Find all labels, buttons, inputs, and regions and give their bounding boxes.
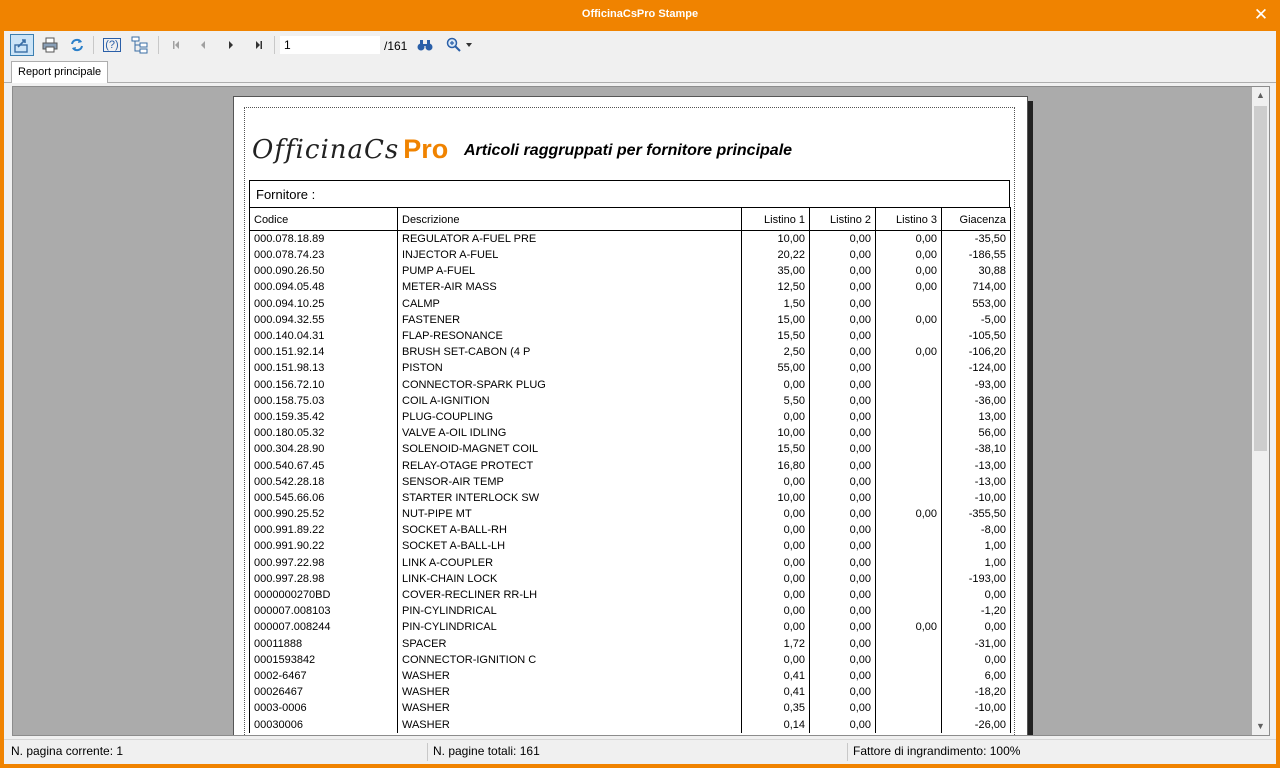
cell-listino-1: 0,00 — [742, 474, 810, 490]
cell-listino-3 — [876, 328, 942, 344]
cell-listino-2: 0,00 — [810, 555, 876, 571]
refresh-button[interactable] — [65, 34, 89, 56]
cell-listino-3 — [876, 490, 942, 506]
cell-giacenza: -35,50 — [942, 231, 1011, 248]
cell-listino-1: 1,72 — [742, 636, 810, 652]
cell-listino-1: 12,50 — [742, 279, 810, 295]
cell-listino-2: 0,00 — [810, 522, 876, 538]
cell-giacenza: 0,00 — [942, 652, 1011, 668]
cell-giacenza: -105,50 — [942, 328, 1011, 344]
cell-listino-1: 1,50 — [742, 296, 810, 312]
cell-giacenza: 30,88 — [942, 263, 1011, 279]
toolbar-separator — [274, 36, 275, 54]
cell-listino-2: 0,00 — [810, 296, 876, 312]
scroll-up-icon[interactable]: ▲ — [1256, 90, 1265, 100]
page-total-label: /161 — [384, 39, 408, 53]
table-row — [250, 279, 1011, 295]
column-header-codice: Codice — [250, 208, 398, 231]
table-row — [250, 360, 1011, 376]
last-page-icon — [253, 39, 265, 51]
cell-listino-1: 20,22 — [742, 247, 810, 263]
table-row — [250, 555, 1011, 571]
cell-descrizione: LINK-CHAIN LOCK — [398, 571, 742, 587]
cell-listino-2: 0,00 — [810, 636, 876, 652]
status-separator — [427, 743, 428, 761]
cell-listino-2: 0,00 — [810, 700, 876, 716]
toolbar-separator — [158, 36, 159, 54]
cell-listino-3 — [876, 377, 942, 393]
cell-listino-1: 5,50 — [742, 393, 810, 409]
cell-listino-3 — [876, 603, 942, 619]
cell-listino-3 — [876, 668, 942, 684]
cell-giacenza: -193,00 — [942, 571, 1011, 587]
cell-codice: 000007.008103 — [250, 603, 398, 619]
table-row — [250, 571, 1011, 587]
cell-descrizione: FLAP-RESONANCE — [398, 328, 742, 344]
cell-listino-1: 0,41 — [742, 668, 810, 684]
cell-giacenza: -31,00 — [942, 636, 1011, 652]
cell-descrizione: FASTENER — [398, 312, 742, 328]
cell-descrizione: METER-AIR MASS — [398, 279, 742, 295]
cell-codice: 000.151.98.13 — [250, 360, 398, 376]
cell-giacenza: 714,00 — [942, 279, 1011, 295]
cell-giacenza: -13,00 — [942, 457, 1011, 473]
cell-listino-2: 0,00 — [810, 538, 876, 554]
table-row — [250, 619, 1011, 635]
cell-listino-3: 0,00 — [876, 344, 942, 360]
cell-giacenza: -10,00 — [942, 700, 1011, 716]
last-page-button[interactable] — [247, 34, 271, 56]
cell-listino-3 — [876, 587, 942, 603]
table-row — [250, 377, 1011, 393]
cell-listino-1: 15,50 — [742, 441, 810, 457]
cell-giacenza: 13,00 — [942, 409, 1011, 425]
cell-listino-3: 0,00 — [876, 247, 942, 263]
cell-codice: 000.997.28.98 — [250, 571, 398, 587]
cell-listino-3: 0,00 — [876, 312, 942, 328]
cell-codice: 000.997.22.98 — [250, 555, 398, 571]
cell-listino-3 — [876, 393, 942, 409]
cell-listino-1: 2,50 — [742, 344, 810, 360]
column-header-listino-2: Listino 2 — [810, 208, 876, 231]
cell-listino-3 — [876, 522, 942, 538]
table-row — [250, 263, 1011, 279]
cell-descrizione: COIL A-IGNITION — [398, 393, 742, 409]
cell-listino-2: 0,00 — [810, 328, 876, 344]
table-row — [250, 247, 1011, 263]
table-row — [250, 668, 1011, 684]
client-area — [4, 31, 1276, 764]
cell-descrizione: WASHER — [398, 668, 742, 684]
cell-listino-2: 0,00 — [810, 652, 876, 668]
cell-listino-1: 16,80 — [742, 457, 810, 473]
cell-listino-2: 0,00 — [810, 684, 876, 700]
cell-listino-3 — [876, 441, 942, 457]
table-row — [250, 538, 1011, 554]
cell-codice: 000.540.67.45 — [250, 457, 398, 473]
column-header-listino-1: Listino 1 — [742, 208, 810, 231]
cell-descrizione: LINK A-COUPLER — [398, 555, 742, 571]
cell-giacenza: -186,55 — [942, 247, 1011, 263]
cell-listino-2: 0,00 — [810, 441, 876, 457]
cell-listino-2: 0,00 — [810, 668, 876, 684]
table-row — [250, 312, 1011, 328]
export-button[interactable] — [10, 34, 34, 56]
cell-listino-3 — [876, 474, 942, 490]
status-separator — [847, 743, 848, 761]
tab-strip — [4, 59, 1276, 83]
cell-listino-1: 0,35 — [742, 700, 810, 716]
cell-codice: 000.542.28.18 — [250, 474, 398, 490]
print-icon — [41, 36, 59, 54]
table-row — [250, 716, 1011, 732]
cell-listino-1: 0,00 — [742, 538, 810, 554]
status-total-pages: N. pagine totali: 161 — [433, 744, 540, 758]
vertical-scrollbar[interactable] — [1252, 87, 1269, 735]
cell-descrizione: PIN-CYLINDRICAL — [398, 619, 742, 635]
cell-codice: 000.545.66.06 — [250, 490, 398, 506]
report-header — [252, 134, 1012, 170]
column-header-descrizione: Descrizione — [398, 208, 742, 231]
cell-codice: 000.304.28.90 — [250, 441, 398, 457]
export-icon — [13, 36, 31, 54]
table-row — [250, 231, 1011, 248]
cell-listino-2: 0,00 — [810, 619, 876, 635]
table-row — [250, 474, 1011, 490]
cell-listino-2: 0,00 — [810, 247, 876, 263]
scrollbar-thumb[interactable] — [1254, 106, 1267, 451]
cell-listino-3: 0,00 — [876, 506, 942, 522]
status-zoom: Fattore di ingrandimento: 100% — [853, 744, 1021, 758]
cell-giacenza: -8,00 — [942, 522, 1011, 538]
column-header-listino-3: Listino 3 — [876, 208, 942, 231]
cell-listino-3 — [876, 409, 942, 425]
cell-giacenza: 1,00 — [942, 538, 1011, 554]
cell-giacenza: 0,00 — [942, 587, 1011, 603]
cell-listino-3: 0,00 — [876, 231, 942, 248]
chevron-down-icon — [465, 41, 473, 49]
cell-listino-1: 0,00 — [742, 571, 810, 587]
title-bar — [0, 0, 1280, 31]
table-row — [250, 409, 1011, 425]
cell-giacenza: -355,50 — [942, 506, 1011, 522]
cell-giacenza: -36,00 — [942, 393, 1011, 409]
cell-listino-3 — [876, 700, 942, 716]
zoom-button[interactable] — [442, 34, 476, 56]
cell-listino-3 — [876, 457, 942, 473]
help-icon: (?) — [105, 39, 119, 51]
page-margin-frame — [244, 107, 1015, 736]
cell-listino-3 — [876, 296, 942, 312]
cell-listino-2: 0,00 — [810, 312, 876, 328]
status-bar — [4, 739, 1276, 764]
cell-listino-2: 0,00 — [810, 231, 876, 248]
logo-text-officinacs: OfficinaCs — [252, 135, 400, 165]
cell-listino-3: 0,00 — [876, 279, 942, 295]
table-row — [250, 441, 1011, 457]
cell-giacenza: 0,00 — [942, 619, 1011, 635]
cell-listino-1: 0,00 — [742, 619, 810, 635]
cell-listino-2: 0,00 — [810, 490, 876, 506]
cell-listino-3 — [876, 652, 942, 668]
cell-listino-2: 0,00 — [810, 344, 876, 360]
cell-codice: 000.159.35.42 — [250, 409, 398, 425]
cell-codice: 000.090.26.50 — [250, 263, 398, 279]
report-preview-area — [12, 86, 1270, 736]
table-row — [250, 652, 1011, 668]
cell-listino-1: 0,00 — [742, 377, 810, 393]
table-row — [250, 296, 1011, 312]
next-page-button[interactable] — [219, 34, 243, 56]
cell-descrizione: SENSOR-AIR TEMP — [398, 474, 742, 490]
previous-page-icon — [197, 39, 209, 51]
cell-listino-1: 15,00 — [742, 312, 810, 328]
cell-descrizione: SPACER — [398, 636, 742, 652]
cell-listino-1: 0,00 — [742, 603, 810, 619]
cell-codice: 000.094.05.48 — [250, 279, 398, 295]
items-table — [249, 207, 1011, 733]
cell-codice: 000.078.74.23 — [250, 247, 398, 263]
cell-codice: 000.180.05.32 — [250, 425, 398, 441]
cell-descrizione: PISTON — [398, 360, 742, 376]
cell-descrizione: NUT-PIPE MT — [398, 506, 742, 522]
cell-giacenza: 553,00 — [942, 296, 1011, 312]
cell-codice: 00026467 — [250, 684, 398, 700]
cell-descrizione: PUMP A-FUEL — [398, 263, 742, 279]
cell-listino-1: 0,00 — [742, 652, 810, 668]
table-row — [250, 587, 1011, 603]
report-title: Articoli raggruppati per fornitore principale — [464, 142, 793, 159]
cell-listino-1: 55,00 — [742, 360, 810, 376]
cell-listino-1: 10,00 — [742, 231, 810, 248]
cell-listino-1: 0,00 — [742, 587, 810, 603]
cell-descrizione: STARTER INTERLOCK SW — [398, 490, 742, 506]
tree-view-icon — [130, 35, 150, 55]
cell-listino-3 — [876, 571, 942, 587]
cell-codice: 0001593842 — [250, 652, 398, 668]
previous-page-button[interactable] — [191, 34, 215, 56]
cell-listino-2: 0,00 — [810, 603, 876, 619]
zoom-icon — [446, 37, 462, 53]
cell-descrizione: WASHER — [398, 700, 742, 716]
cell-listino-2: 0,00 — [810, 474, 876, 490]
cell-descrizione: PIN-CYLINDRICAL — [398, 603, 742, 619]
cell-codice: 000007.008244 — [250, 619, 398, 635]
next-page-icon — [225, 39, 237, 51]
cell-listino-1: 0,00 — [742, 522, 810, 538]
cell-listino-1: 0,00 — [742, 555, 810, 571]
cell-descrizione: SOCKET A-BALL-LH — [398, 538, 742, 554]
find-button[interactable] — [413, 34, 437, 56]
close-icon[interactable]: ✕ — [1253, 5, 1269, 24]
cell-listino-2: 0,00 — [810, 716, 876, 732]
cell-listino-2: 0,00 — [810, 587, 876, 603]
cell-listino-3: 0,00 — [876, 263, 942, 279]
cell-listino-1: 10,00 — [742, 490, 810, 506]
print-button[interactable] — [38, 34, 62, 56]
table-row — [250, 603, 1011, 619]
refresh-icon — [68, 36, 86, 54]
cell-listino-1: 35,00 — [742, 263, 810, 279]
table-row — [250, 425, 1011, 441]
cell-giacenza: -1,20 — [942, 603, 1011, 619]
supplier-header: Fornitore : — [249, 180, 1010, 208]
table-row — [250, 490, 1011, 506]
table-row — [250, 393, 1011, 409]
cell-listino-3 — [876, 360, 942, 376]
cell-descrizione: WASHER — [398, 716, 742, 732]
cell-descrizione: BRUSH SET-CABON (4 P — [398, 344, 742, 360]
cell-listino-3: 0,00 — [876, 619, 942, 635]
cell-codice: 000.158.75.03 — [250, 393, 398, 409]
officinacspro-logo — [252, 134, 448, 166]
column-header-giacenza: Giacenza — [942, 208, 1011, 231]
cell-codice: 0002-6467 — [250, 668, 398, 684]
find-icon — [416, 37, 434, 53]
cell-codice: 000.991.90.22 — [250, 538, 398, 554]
cell-descrizione: INJECTOR A-FUEL — [398, 247, 742, 263]
table-row — [250, 344, 1011, 360]
cell-codice: 000.151.92.14 — [250, 344, 398, 360]
table-row — [250, 506, 1011, 522]
cell-giacenza: -93,00 — [942, 377, 1011, 393]
cell-codice: 000.078.18.89 — [250, 231, 398, 248]
table-row — [250, 636, 1011, 652]
cell-codice: 000.990.25.52 — [250, 506, 398, 522]
cell-listino-2: 0,00 — [810, 506, 876, 522]
cell-giacenza: -26,00 — [942, 716, 1011, 732]
cell-giacenza: 56,00 — [942, 425, 1011, 441]
cell-codice: 000.094.10.25 — [250, 296, 398, 312]
tree-view-button[interactable] — [128, 34, 152, 56]
cell-codice: 00030006 — [250, 716, 398, 732]
table-row — [250, 522, 1011, 538]
cell-listino-2: 0,00 — [810, 279, 876, 295]
cell-listino-1: 10,00 — [742, 425, 810, 441]
cell-giacenza: -10,00 — [942, 490, 1011, 506]
cell-descrizione: PLUG-COUPLING — [398, 409, 742, 425]
cell-listino-3 — [876, 716, 942, 732]
first-page-button[interactable] — [164, 34, 188, 56]
cell-listino-2: 0,00 — [810, 360, 876, 376]
cell-descrizione: WASHER — [398, 684, 742, 700]
cell-descrizione: CONNECTOR-IGNITION C — [398, 652, 742, 668]
cell-codice: 00011888 — [250, 636, 398, 652]
cell-listino-1: 0,41 — [742, 684, 810, 700]
report-page — [233, 96, 1028, 736]
cell-listino-3 — [876, 538, 942, 554]
cell-listino-2: 0,00 — [810, 571, 876, 587]
cell-descrizione: VALVE A-OIL IDLING — [398, 425, 742, 441]
cell-descrizione: SOLENOID-MAGNET COIL — [398, 441, 742, 457]
cell-listino-3 — [876, 555, 942, 571]
cell-listino-1: 0,00 — [742, 506, 810, 522]
cell-listino-2: 0,00 — [810, 457, 876, 473]
cell-listino-3 — [876, 636, 942, 652]
scroll-down-icon[interactable]: ▼ — [1256, 721, 1265, 731]
window-title: OfficinaCsPro Stampe — [581, 8, 699, 20]
cell-listino-2: 0,00 — [810, 409, 876, 425]
cell-listino-2: 0,00 — [810, 393, 876, 409]
table-row — [250, 684, 1011, 700]
table-row — [250, 457, 1011, 473]
table-row — [250, 328, 1011, 344]
cell-listino-2: 0,00 — [810, 377, 876, 393]
cell-giacenza: 1,00 — [942, 555, 1011, 571]
cell-giacenza: -18,20 — [942, 684, 1011, 700]
cell-listino-2: 0,00 — [810, 425, 876, 441]
help-button[interactable] — [100, 34, 124, 56]
toolbar-separator — [93, 36, 94, 54]
cell-giacenza: -124,00 — [942, 360, 1011, 376]
cell-codice: 0003-0006 — [250, 700, 398, 716]
cell-listino-1: 15,50 — [742, 328, 810, 344]
page-number-input[interactable]: 1 — [280, 36, 380, 54]
cell-codice: 000.094.32.55 — [250, 312, 398, 328]
cell-descrizione: RELAY-OTAGE PROTECT — [398, 457, 742, 473]
cell-codice: 0000000270BD — [250, 587, 398, 603]
cell-codice: 000.140.04.31 — [250, 328, 398, 344]
first-page-icon — [170, 39, 182, 51]
cell-giacenza: -13,00 — [942, 474, 1011, 490]
cell-listino-2: 0,00 — [810, 263, 876, 279]
logo-text-pro: Pro — [403, 134, 449, 164]
cell-codice: 000.156.72.10 — [250, 377, 398, 393]
cell-giacenza: -5,00 — [942, 312, 1011, 328]
tab-report-principale[interactable]: Report principale — [11, 61, 108, 83]
cell-giacenza: -38,10 — [942, 441, 1011, 457]
table-row — [250, 700, 1011, 716]
cell-giacenza: 6,00 — [942, 668, 1011, 684]
toolbar — [4, 31, 1276, 59]
cell-listino-3 — [876, 684, 942, 700]
cell-descrizione: SOCKET A-BALL-RH — [398, 522, 742, 538]
cell-listino-3 — [876, 425, 942, 441]
cell-listino-1: 0,14 — [742, 716, 810, 732]
cell-codice: 000.991.89.22 — [250, 522, 398, 538]
cell-giacenza: -106,20 — [942, 344, 1011, 360]
status-current-page: N. pagina corrente: 1 — [11, 744, 124, 758]
table-header-row — [250, 208, 1011, 231]
cell-descrizione: COVER-RECLINER RR-LH — [398, 587, 742, 603]
cell-descrizione: REGULATOR A-FUEL PRE — [398, 231, 742, 248]
cell-listino-1: 0,00 — [742, 409, 810, 425]
cell-descrizione: CONNECTOR-SPARK PLUG — [398, 377, 742, 393]
cell-descrizione: CALMP — [398, 296, 742, 312]
